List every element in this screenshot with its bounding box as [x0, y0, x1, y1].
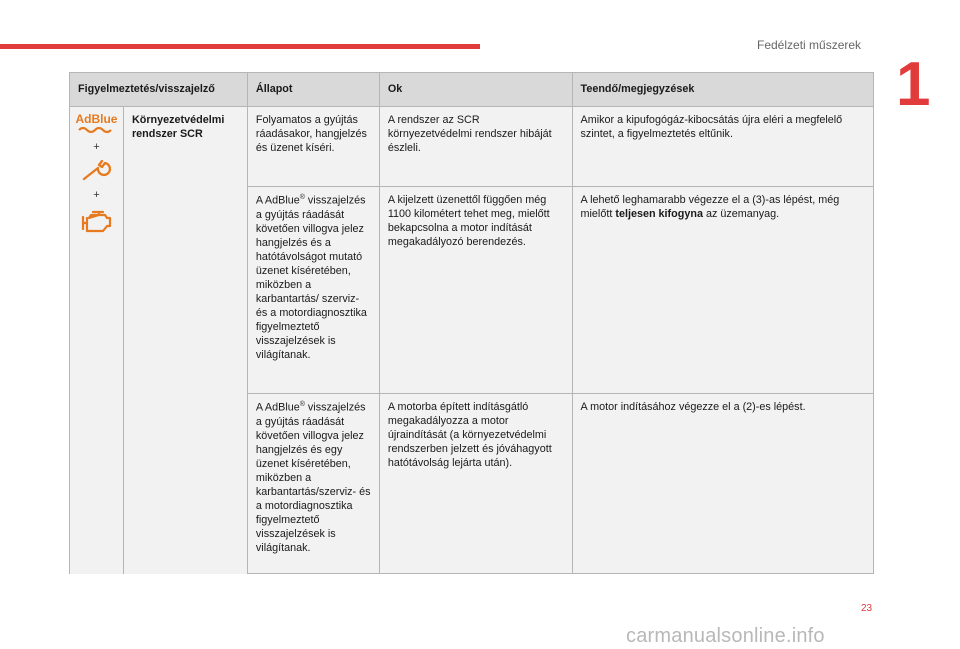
wrench-icon: [81, 160, 111, 182]
action-cell: A lehető leghamarabb végezze el a (3)-as lépést, még mielőtt teljesen kifogyna az üzemanyag.: [572, 187, 873, 394]
column-header-action: Teendő/megjegyzések: [572, 73, 873, 107]
cause-cell: A rendszer az SCR környezetvédelmi rendszer hibáját észleli.: [379, 107, 572, 187]
table-header-row: [70, 73, 874, 107]
warning-name: Környezetvédelmi rendszer SCR: [123, 107, 247, 574]
action-cell: Amikor a kipufogógáz-kibocsátás újra eléri a megfelelő szintet, a figyelmeztetés eltűnik.: [572, 107, 873, 187]
column-header-warning: Figyelmeztetés/visszajelző: [70, 73, 248, 107]
warning-icons-cell: [70, 107, 124, 574]
plus-sign: +: [93, 141, 100, 153]
engine-icon: [79, 209, 113, 235]
column-header-status: Állapot: [247, 73, 379, 107]
status-cell: Folyamatos a gyújtás ráadásakor, hangjelzés és üzenet kíséri.: [247, 107, 379, 187]
plus-sign: +: [93, 189, 100, 202]
cause-cell: A motorba épített indításgátló megakadályozza a motor újraindítását (a környezetvédelmi rendszerben jelzett és jóváhagyott hatótávolság lejárta után).: [379, 394, 572, 574]
table-row: [70, 107, 874, 187]
section-title: Fedélzeti műszerek: [757, 38, 862, 52]
warning-table: [69, 72, 874, 574]
adblue-wave-icon: [78, 126, 114, 134]
chapter-number: 1: [896, 50, 931, 119]
adblue-icon: AdBlue: [75, 112, 118, 126]
status-cell: A AdBlue® visszajelzés a gyújtás ráadását követően villogva jelez hangjelzés és a hatótávolságot mutató üzenet kíséretében, miközben a karbantartás/ szerviz- és a motordiagnosztika figyelmeztető visszajelzések is világítanak.: [247, 187, 379, 394]
watermark: carmanualsonline.info: [626, 625, 825, 647]
page-number: 23: [861, 603, 873, 614]
header-accent-bar: [0, 44, 480, 49]
column-header-cause: Ok: [379, 73, 572, 107]
cause-cell: A kijelzett üzenettől függően még 1100 kilométert tehet meg, mielőtt bekapcsolna a motor indítását megakadályozó berendezés.: [379, 187, 572, 394]
action-cell: A motor indításához végezze el a (2)-es lépést.: [572, 394, 873, 574]
status-cell: A AdBlue® visszajelzés a gyújtás ráadását követően villogva jelez hangjelzés és egy üzenet kíséretében, miközben a karbantartás/szerviz- és a motordiagnosztika figyelmeztető visszajelzések is világítanak.: [247, 394, 379, 574]
